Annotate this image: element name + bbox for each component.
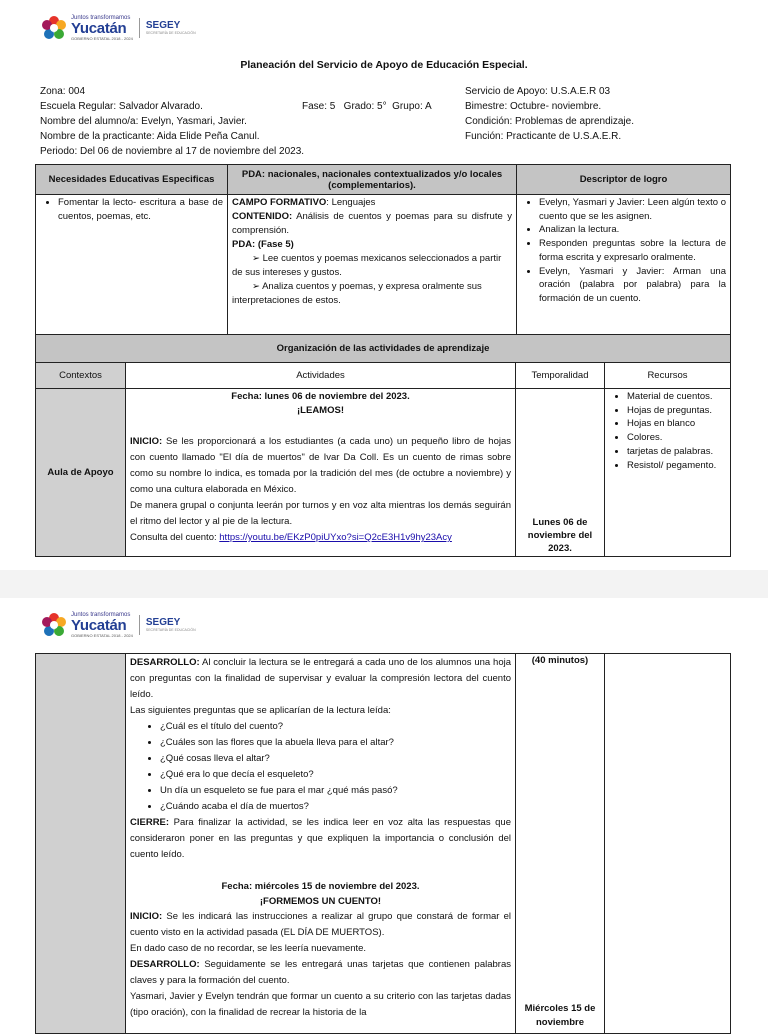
campo-label: CAMPO FORMATIVO (232, 197, 327, 208)
info-middle (302, 99, 432, 114)
descriptor-cell (517, 195, 731, 335)
logo-agency-sub: SECRETARÍA DE EDUCACIÓN (145, 628, 196, 632)
resource-item: • Resistol/ pegamento. (627, 459, 726, 473)
info-alumnos: Nombre del alumno/a: Evelyn, Yasmari, Javier. (40, 116, 247, 127)
descriptor-item: • Analizan la lectura. (539, 223, 726, 237)
inicio2-label: INICIO: (130, 911, 163, 922)
inicio-text: Se les proporcionará a los estudiantes (a cada uno) un pequeño libro de hojas con cuento llamado "El día de muertos" de Ivar Da Coll. Es un cuento de rimas sobre como su nombre lo indica, es tomada por la tradición del mes (de octubre a noviembre) y como una cultura elaborada en México. (130, 436, 511, 495)
header-pda: PDA: nacionales, nacionales contextualizados y/o locales (complementarios). (228, 165, 517, 195)
info-periodo: Periodo: Del 06 de noviembre al 17 de noviembre del 2023. (40, 146, 305, 157)
pda-cell: CAMPO FORMATIVO: Lenguajes CONTENIDO: Análisis de cuentos y poemas para su disfrute y comprensión. PDA: (Fase 5) ➢ Lee cuentos y poemas mexicanos seleccionados a partir de sus intereses y gustos. ➢ Analiza cuentos y poemas, y expresa oralmente sus interpretaciones de estos. (228, 195, 517, 335)
header-recursos: Recursos (605, 363, 731, 389)
header-temporalidad: Temporalidad (516, 363, 605, 389)
questions-intro: Las siguientes preguntas que se aplicarían de la lectura leída: (130, 705, 391, 716)
context-cell: Aula de Apoyo (36, 389, 126, 557)
needs-table (35, 164, 731, 335)
activities-cell (126, 389, 516, 557)
resource-item: • Material de cuentos. (627, 390, 726, 404)
question-item: • Un día un esqueleto se fue para el mar ¿qué más pasó? (160, 783, 511, 799)
activities-title: Organización de las actividades de aprendizaje (36, 335, 731, 363)
inicio2-text: Se les indicará las instrucciones a realizar al grupo que constará de formar el cuento visto en la actividad pasada (EL DÍA DE MUERTOS). (130, 911, 511, 938)
consulta-label: Consulta del cuento: (130, 532, 220, 543)
info-right (465, 84, 634, 144)
header-contextos: Contextos (36, 363, 126, 389)
header-logo-page2 (40, 611, 196, 639)
date-1: Fecha: lunes 06 de noviembre del 2023. (231, 391, 410, 402)
time-cell-1: Lunes 06 de noviembre del 2023. (516, 389, 605, 557)
context-cell-continued (36, 654, 126, 1034)
info-condicion: Condición: Problemas de aprendizaje. (465, 116, 634, 127)
contenido-label: CONTENIDO: (232, 211, 293, 222)
date-2: Fecha: miércoles 15 de noviembre del 2023. (221, 881, 420, 892)
logo-state: Yucatán (71, 617, 127, 634)
needs-item: • Fomentar la lecto- escritura a base de cuentos, poemas, etc. (58, 196, 223, 223)
question-item: • ¿Qué era lo que decía el esqueleto? (160, 767, 511, 783)
desarrollo2-extra: Yasmari, Javier y Evelyn tendrán que formar un cuento a su criterio con las tarjetas dadas (tipo oración), con la finalidad de recrear la historia de la (130, 991, 511, 1018)
info-funcion: Función: Practicante de U.S.A.E.R. (465, 131, 622, 142)
resource-item: • Hojas en blanco (627, 417, 726, 431)
info-bimestre: Bimestre: Octubre- noviembre. (465, 101, 602, 112)
pda-item-1: Lee cuentos y poemas mexicanos seleccionados a partir de sus intereses y gustos. (232, 253, 502, 278)
logo-agency-sub: SECRETARÍA DE EDUCACIÓN (145, 31, 196, 35)
descriptor-item: • Evelyn, Yasmari y Javier: Leen algún texto o cuento que se les asignen. (539, 196, 726, 223)
logo-slogan: Juntos transformamos (71, 15, 131, 21)
info-fase: Fase: 5 Grado: 5° Grupo: A (302, 101, 432, 112)
pda-item-2: Analiza cuentos y poemas, y expresa oralmente sus interpretaciones de estos. (232, 281, 482, 306)
logo-agency: SEGEY (145, 617, 181, 628)
cierre-text: Para finalizar la actividad, se les indica leer en voz alta las respuestas que consideraron poner en las preguntas y que expliquen la importancia o conclusión del cuento leído. (130, 817, 511, 860)
grupal-text: De manera grupal o conjunta leerán por turnos y en voz alta mientras los demás seguirán el ritmo del lector y al pie de la lectura. (130, 500, 511, 527)
cierre-label: CIERRE: (130, 817, 170, 828)
inicio2-extra: En dado caso de no recordar, se les leería nuevamente. (130, 943, 367, 954)
desarrollo-text: Al concluir la lectura se le entregará a cada uno de los alumnos una hoja con preguntas con la finalidad de supervisar y evaluar la compresión lectora del cuento leído. (130, 657, 511, 700)
activities-table-continued (35, 653, 731, 1034)
header-actividades: Actividades (126, 363, 516, 389)
activity-2-title: ¡FORMEMOS UN CUENTO! (259, 896, 382, 907)
resources-cell-continued (605, 654, 731, 1034)
campo-value: : Lenguajes (326, 197, 376, 208)
inicio-label: INICIO: (130, 436, 163, 447)
logo-state: Yucatán (71, 20, 127, 37)
resource-item: • Colores. (627, 431, 726, 445)
resources-cell (605, 389, 731, 557)
header-logo (40, 14, 196, 42)
question-item: • ¿Cuáles son las flores que la abuela lleva para el altar? (160, 735, 511, 751)
contenido-value: Análisis de cuentos y poemas para su disfrute y comprensión. (232, 211, 512, 236)
info-left (40, 84, 304, 159)
yucatan-flower-icon (40, 611, 68, 639)
info-escuela: Escuela Regular: Salvador Alvarado. (40, 101, 203, 112)
resource-item: • tarjetas de palabras. (627, 445, 726, 459)
activities-cell-continued (126, 654, 516, 1034)
desarrollo-label: DESARROLLO: (130, 657, 200, 668)
resource-item: • Hojas de preguntas. (627, 404, 726, 418)
logo-gov: GOBIERNO ESTATAL 2018 - 2024 (71, 633, 133, 638)
page-separator (0, 570, 768, 598)
descriptor-item: • Responden preguntas sobre la lectura de forma escrita y expresarlo oralmente. (539, 237, 726, 264)
logo-slogan: Juntos transformamos (71, 612, 131, 618)
time-cell-continued (516, 654, 605, 1034)
pda-label: PDA: (Fase 5) (232, 239, 294, 250)
yucatan-flower-icon (40, 14, 68, 42)
time-40-minutes: (40 minutos) (531, 655, 589, 666)
time-2: Miércoles 15 de noviembre (524, 1003, 596, 1028)
question-item: • ¿Cuándo acaba el día de muertos? (160, 799, 511, 815)
activities-table (35, 334, 731, 557)
activity-1-title: ¡LEAMOS! (297, 405, 344, 416)
story-link[interactable]: https://youtu.be/EKzP0piUYxo?si=Q2cE3H1v9hy23Acy (219, 532, 452, 543)
info-servicio: Servicio de Apoyo: U.S.A.E.R 03 (465, 86, 611, 97)
question-item: • ¿Cuál es el título del cuento? (160, 719, 511, 735)
header-needs: Necesidades Educativas Especificas (36, 165, 228, 195)
descriptor-item: • Evelyn, Yasmari y Javier: Arman una oración (palabra por palabra) para la formación de un cuento. (539, 265, 726, 306)
header-descriptor: Descriptor de logro (517, 165, 731, 195)
desarrollo2-label: DESARROLLO: (130, 959, 200, 970)
question-item: • ¿Qué cosas lleva el altar? (160, 751, 511, 767)
info-zona: Zona: 004 (40, 86, 86, 97)
logo-agency: SEGEY (145, 20, 181, 31)
needs-cell (36, 195, 228, 335)
info-practicante: Nombre de la practicante: Aida Elide Peña Canul. (40, 131, 260, 142)
document-title: Planeación del Servicio de Apoyo de Educación Especial. (240, 59, 528, 71)
desarrollo2-text: Seguidamente se les entregará unas tarjetas que contienen palabras claves y para la formación del cuento. (130, 959, 511, 986)
logo-gov: GOBIERNO ESTATAL 2018 - 2024 (71, 36, 133, 41)
